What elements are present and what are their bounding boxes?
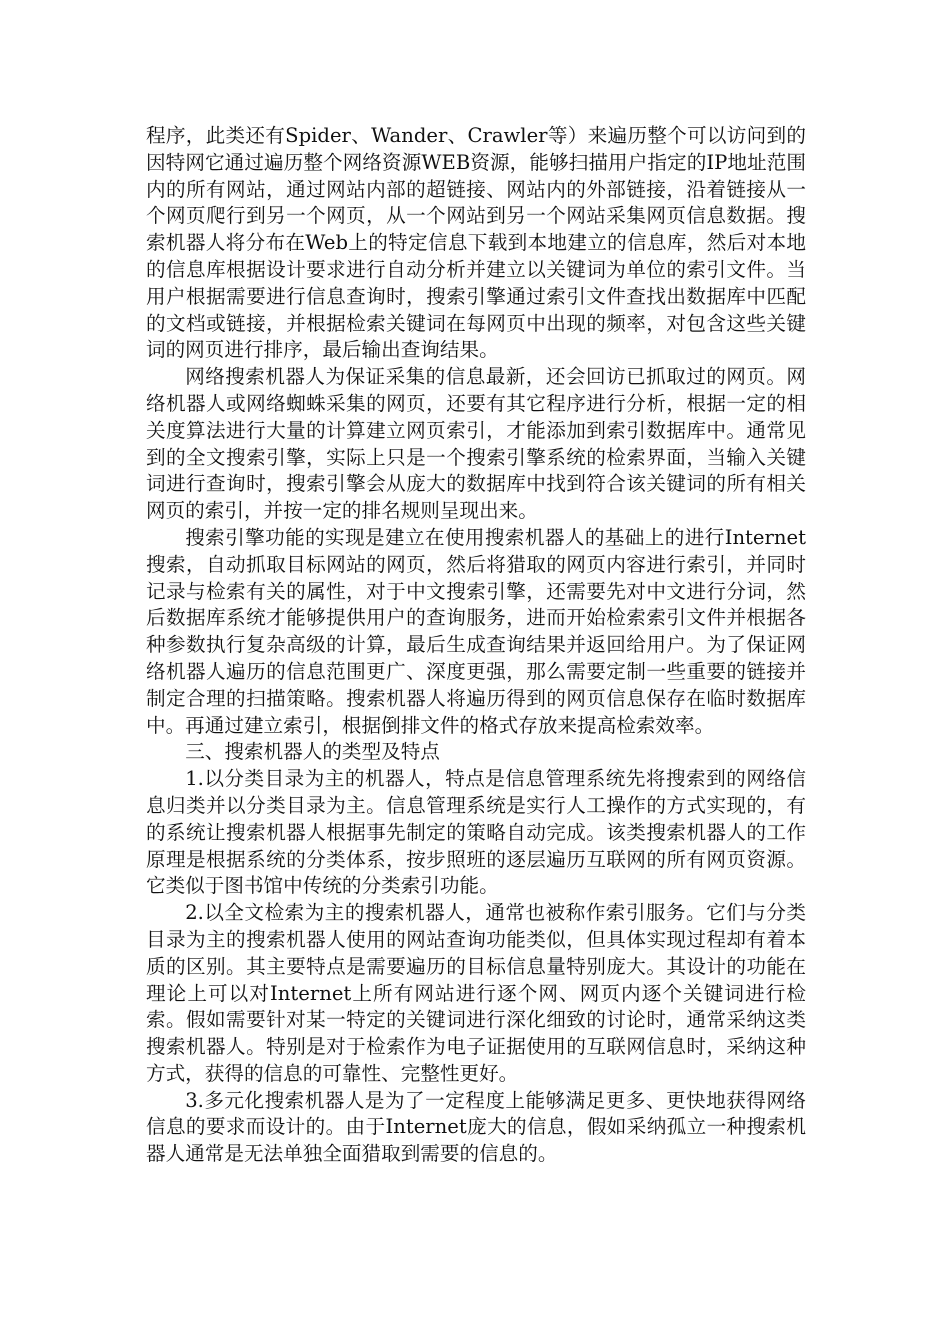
list-item-directory: 1.以分类目录为主的机器人，特点是信息管理系统先将搜索到的网络信息归类并以分类目录为主。信息管理系统是实行人工操作的方式实现的，有的系统让搜索机器人根据事先制定的策略自动完成。该类搜索机器人的工作原理是根据系统的分类体系，按步照班的逐层遍历互联网的所有网页资源。它类似于图书馆中传统的分类索引功能。 — [146, 767, 806, 898]
paragraph-continuation: 程序，此类还有Spider、Wander、Crawler等）来遍历整个可以访问到的因特网它通过遍历整个网络资源WEB资源，能够扫描用户指定的IP地址范围内的所有网站，通过网站内部的超链接、网站内的外部链接，沿着链接从一个网页爬行到另一个网页，从一个网站到另一个网站采集网页信息数据。搜索机器人将分布在Web上的特定信息下载到本地建立的信息库，然后对本地的信息库根据设计要求进行自动分析并建立以关键词为单位的索引文件。当用户根据需要进行信息查询时，搜索引擎通过索引文件查找出数据库中匹配的文档或链接，并根据检索关键词在每网页中出现的频率，对包含这些关键词的网页进行排序，最后输出查询结果。 — [146, 124, 806, 362]
list-item-fulltext: 2.以全文检索为主的搜索机器人，通常也被称作索引服务。它们与分类目录为主的搜索机器人使用的网站查询功能类似，但具体实现过程却有着本质的区别。其主要特点是需要遍历的目标信息量特别庞大。其设计的功能在理论上可以对Internet上所有网站进行逐个网、网页内逐个关键词进行检索。假如需要针对某一特定的关键词进行深化细致的讨论时，通常采纳这类搜索机器人。特别是对于检索作为电子证据使用的互联网信息时，采纳这种方式，获得的信息的可靠性、完整性更好。 — [146, 901, 806, 1085]
document-body — [146, 123, 806, 1168]
list-item-diversified: 3.多元化搜索机器人是为了一定程度上能够满足更多、更快地获得网络信息的要求而设计的。由于Internet庞大的信息，假如采纳孤立一种搜索机器人通常是无法单独全面猎取到需要的信息的。 — [146, 1088, 806, 1166]
paragraph-revisit: 网络搜索机器人为保证采集的信息最新，还会回访已抓取过的网页。网络机器人或网络蜘蛛采集的网页，还要有其它程序进行分析，根据一定的相关度算法进行大量的计算建立网页索引，才能添加到索引数据库中。通常见到的全文搜索引擎，实际上只是一个搜索引擎系统的检索界面，当输入关键词进行查询时，搜索引擎会从庞大的数据库中找到符合该关键词的所有相关网页的索引，并按一定的排名规则呈现出来。 — [146, 365, 806, 523]
paragraph-engine-function: 搜索引擎功能的实现是建立在使用搜索机器人的基础上的进行Internet搜索，自动抓取目标网站的网页，然后将猎取的网页内容进行索引，并同时记录与检索有关的属性，对于中文搜索引擎，还需要先对中文进行分词，然后数据库系统才能够提供用户的查询服务，进而开始检索索引文件并根据各种参数执行复杂高级的计算，最后生成查询结果并返回给用户。为了保证网络机器人遍历的信息范围更广、深度更强，那么需要定制一些重要的链接并制定合理的扫描策略。搜索机器人将遍历得到的网页信息保存在临时数据库中。再通过建立索引，根据倒排文件的格式存放来提高检索效率。 — [146, 525, 806, 737]
section-heading: 三、搜索机器人的类型及特点 — [185, 740, 440, 764]
